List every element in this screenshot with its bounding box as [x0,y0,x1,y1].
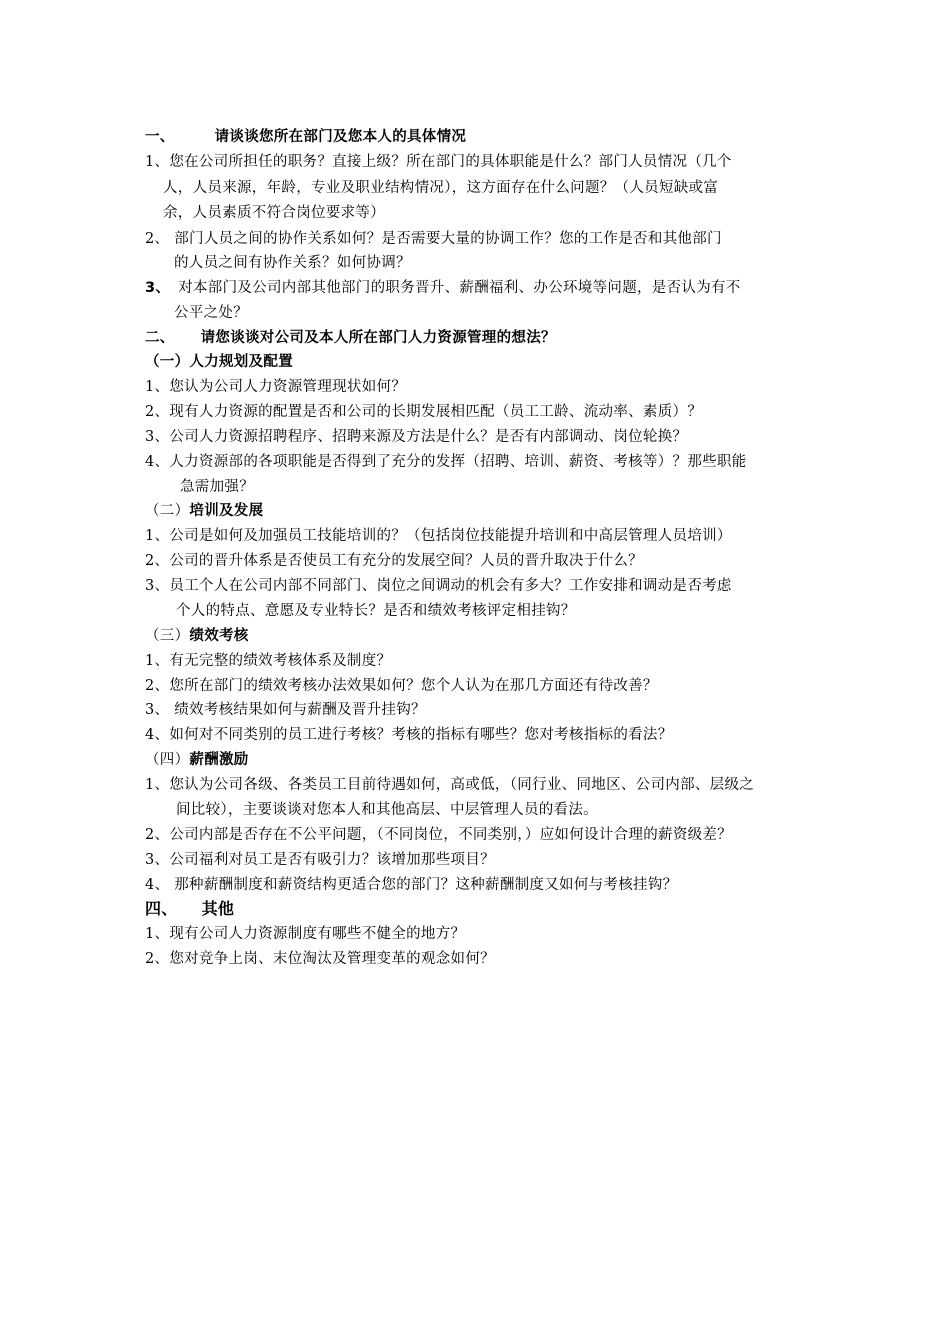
s2-sub1-title: （一）人力规划及配置 [145,354,293,370]
s2-sub2-q3-line1: 3、员工个人在公司内部不同部门、岗位之间调动的机会有多大？工作安排和调动是否考虑 [145,578,732,594]
s2-sub3-q4: 4、如何对不同类别的员工进行考核？考核的指标有哪些？您对考核指标的看法？ [145,727,673,743]
s1-q2-line1: 2、 部门人员之间的协作关系如何？是否需要大量的协调工作？您的工作是否和其他部门 [145,231,722,247]
s2-sub2-title-prefix: （二） [145,503,190,519]
s2-sub4-title-prefix: （四） [145,752,190,768]
section-1-heading [145,127,466,147]
s2-sub1-q4-line1: 4、人力资源部的各项职能是否得到了充分的发挥（招聘、培训、薪资、考核等）？那些职能 [145,454,747,470]
s4-q1: 1、现有公司人力资源制度有哪些不健全的地方？ [145,926,466,942]
s2-sub2-q3-line2: 个人的特点、意愿及专业特长？是否和绩效考核评定相挂钩？ [176,603,576,619]
s1-q3-line2: 公平之处？ [174,305,248,321]
section-2-title: 请您谈谈对公司及本人所在部门人力资源管理的想法？ [200,330,556,346]
s2-sub4-q1-line2: 间比较），主要谈谈对您本人和其他高层、中层管理人员的看法。 [176,802,598,818]
s1-q1-line3: 余，人员素质不符合岗位要求等） [163,205,385,221]
s2-sub2-title-text: 培训及发展 [189,503,264,519]
section-2-number: 二、 [145,330,175,346]
s2-sub3-title-prefix: （三） [145,628,190,644]
s2-sub4-q1-line1: 1、您认为公司各级、各类员工目前待遇如何，高或低，（同行业、同地区、公司内部、层级之 [145,777,755,793]
s4-q2: 2、您对竞争上岗、末位淘汰及管理变革的观念如何？ [145,951,495,967]
s2-sub4-title-text: 薪酬激励 [189,752,249,768]
s2-sub4-q3: 3、公司福利对员工是否有吸引力？该增加那些项目？ [145,852,495,868]
section-4-title: 其他 [201,899,235,918]
section-2-heading [145,328,556,348]
s2-sub3-q2: 2、您所在部门的绩效考核办法效果如何？您个人认为在那几方面还有待改善？ [145,678,658,694]
s2-sub2-q1: 1、公司是如何及加强员工技能培训的？（包括岗位技能提升培训和中高层管理人员培训） [145,528,732,544]
s2-sub1-q4-line2: 急需加强？ [180,479,254,495]
s2-sub3-title-text: 绩效考核 [189,628,249,644]
s1-q3-text: 对本部门及公司内部其他部门的职务晋升、薪酬福利、办公环境等问题，是否认为有不 [178,280,741,296]
s2-sub2-q2: 2、公司的晋升体系是否使员工有充分的发展空间？人员的晋升取决于什么？ [145,553,643,569]
s1-q3-line1 [145,278,741,298]
s2-sub1-q3: 3、公司人力资源招聘程序、招聘来源及方法是什么？是否有内部调动、岗位轮换？ [145,429,688,445]
section-4-heading [145,899,234,919]
section-1-title: 请谈谈您所在部门及您本人的具体情况 [214,129,467,145]
s1-q3-number: 3、 [145,280,171,296]
section-4-number: 四、 [145,899,178,918]
s2-sub1-q2: 2、现有人力资源的配置是否和公司的长期发展相匹配（员工工龄、流动率、素质）？ [145,404,703,420]
s2-sub3-q1: 1、有无完整的绩效考核体系及制度？ [145,653,392,669]
section-1-number: 一、 [145,129,175,145]
s2-sub2-title [145,501,263,521]
s2-sub4-q2: 2、公司内部是否存在不公平问题，（不同岗位，不同类别，）应如何设计合理的薪资级差？ [145,827,733,843]
s1-q1-line1: 1、您在公司所担任的职务？直接上级？所在部门的具体职能是什么？部门人员情况（几个 [145,154,732,170]
s2-sub3-q3: 3、 绩效考核结果如何与薪酬及晋升挂钩？ [145,702,426,718]
s2-sub4-q4: 4、 那种薪酬制度和薪资结构更适合您的部门？这种薪酬制度又如何与考核挂钩？ [145,877,678,893]
s1-q1-line2: 人，人员来源，年龄，专业及职业结构情况），这方面存在什么问题？（人员短缺或富 [163,180,719,196]
s1-q2-line2: 的人员之间有协作关系？如何协调？ [174,255,411,271]
s2-sub4-title [145,750,249,770]
s2-sub3-title [145,626,249,646]
s2-sub1-q1: 1、您认为公司人力资源管理现状如何？ [145,379,407,395]
